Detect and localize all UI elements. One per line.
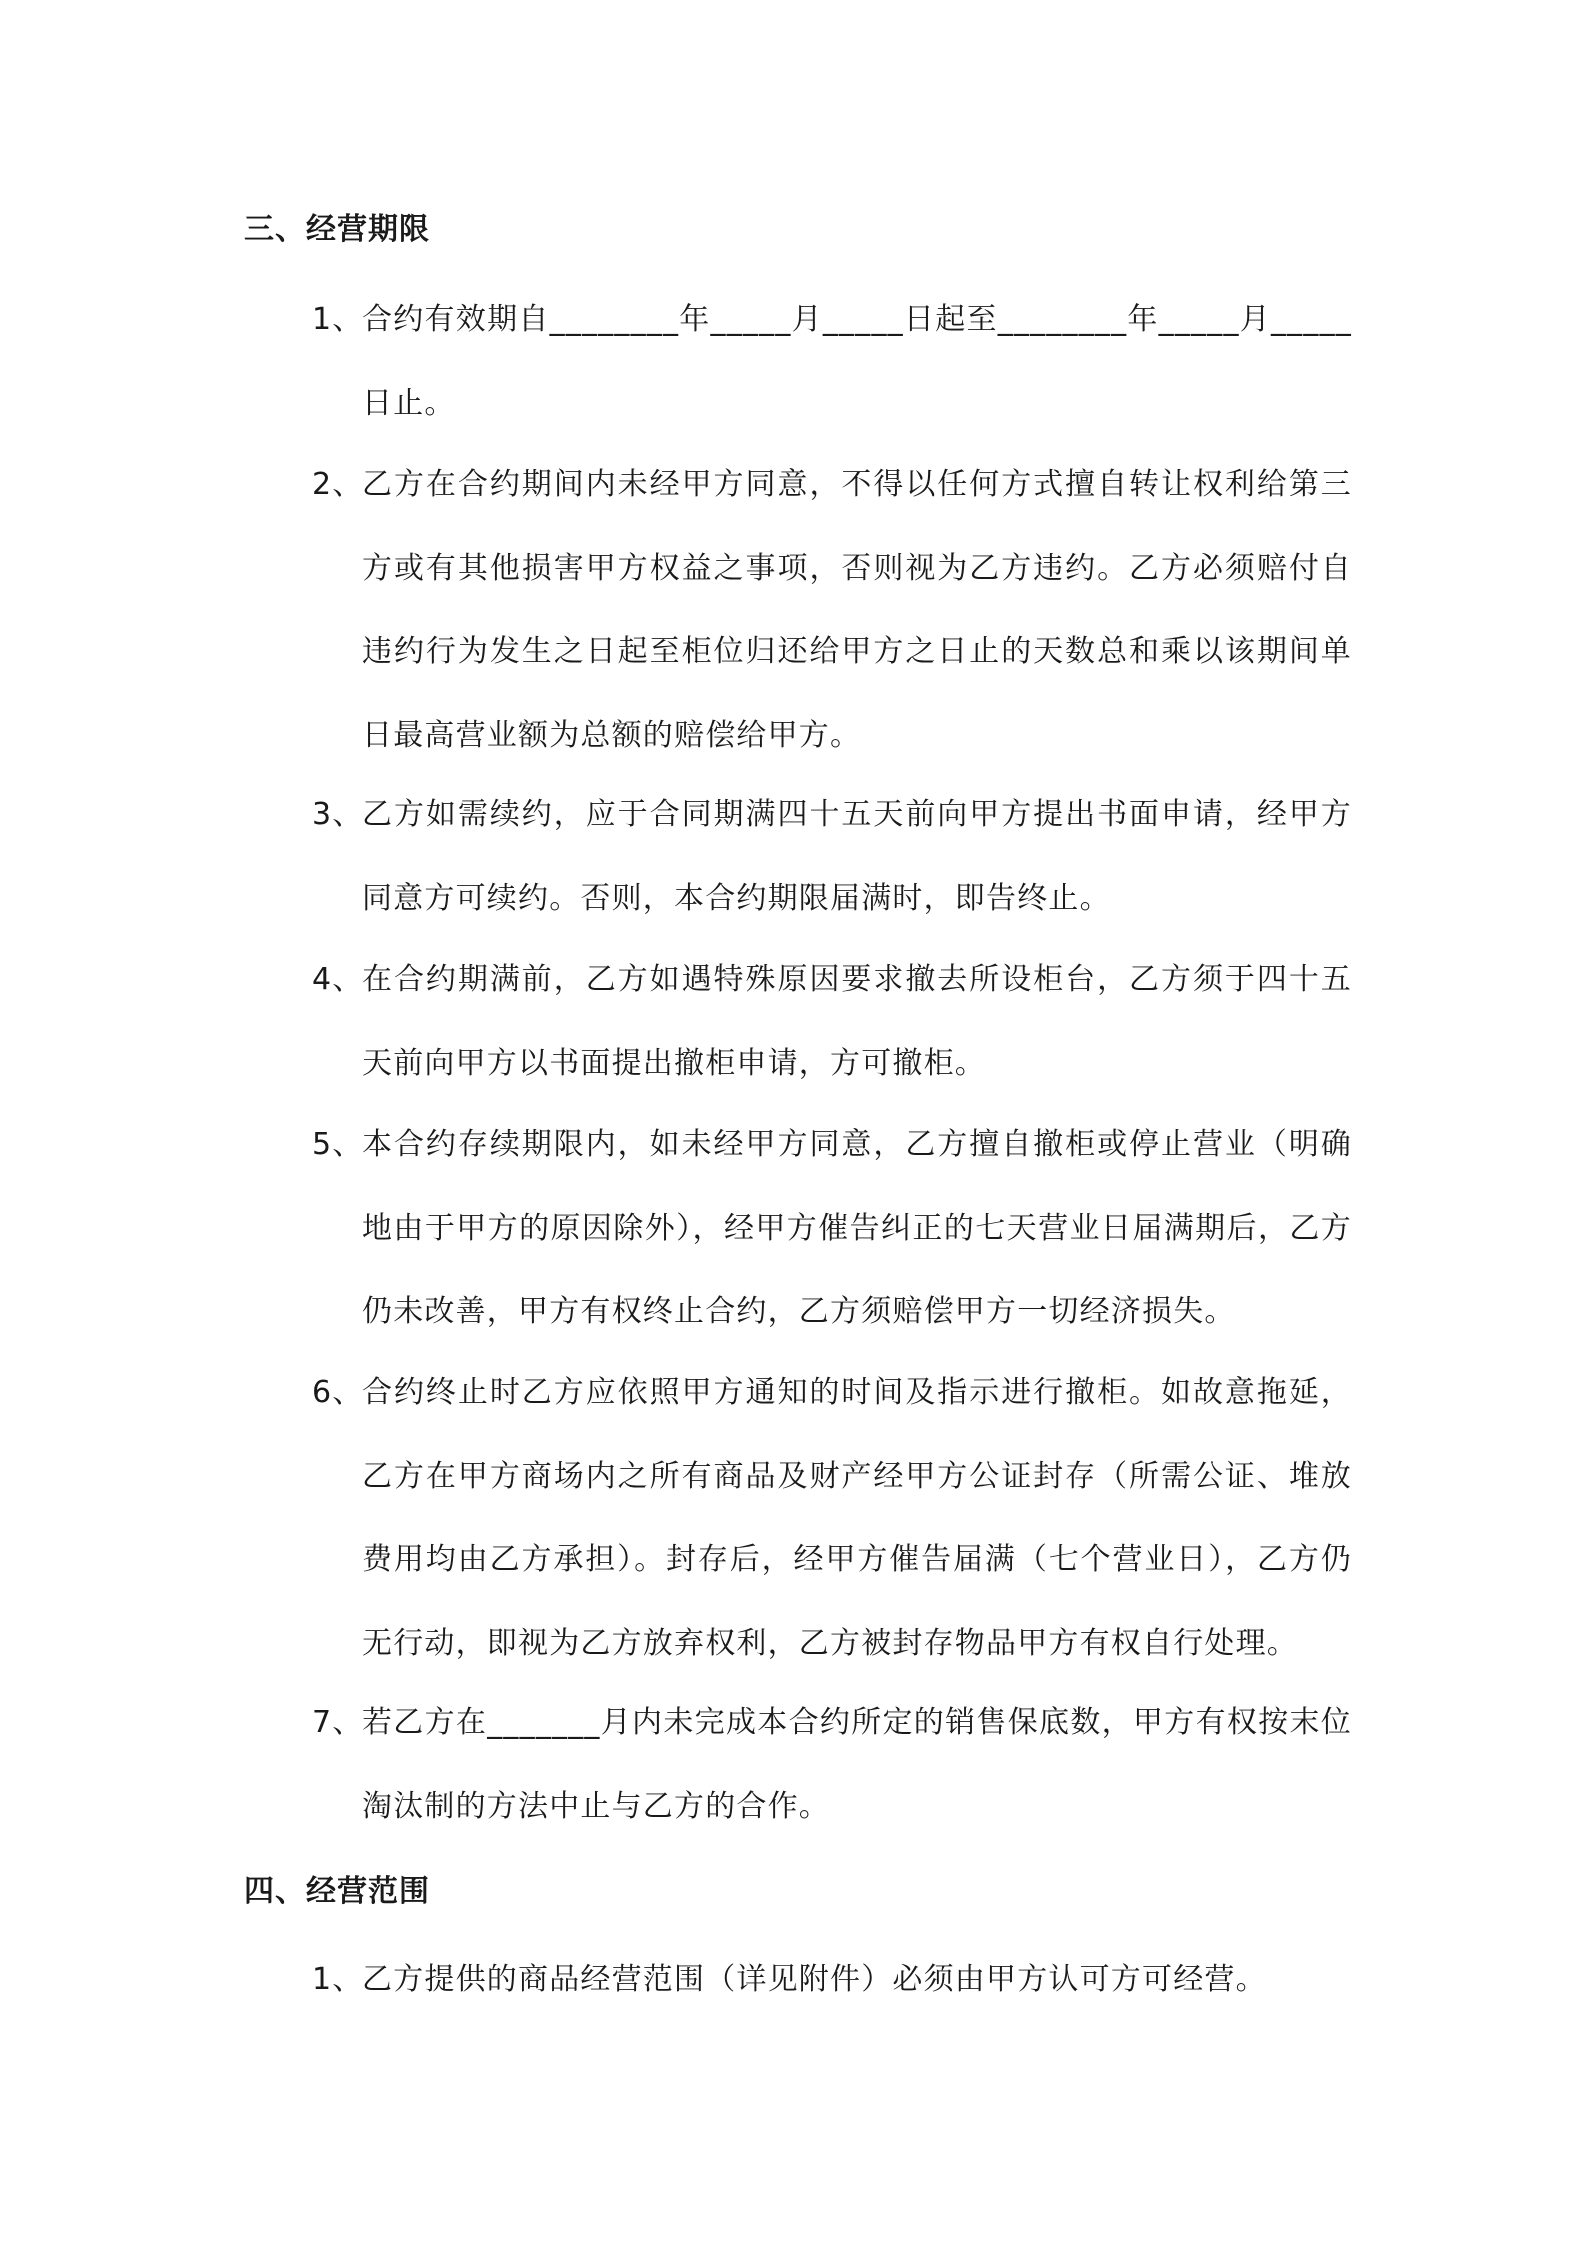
clause-number: 5、: [312, 1127, 364, 1162]
section-heading-term: 三、经营期限: [244, 212, 430, 247]
clause-term-7: [312, 1681, 1352, 1848]
clause-term-1: [312, 278, 1352, 445]
clause-term-5: [312, 1103, 1352, 1354]
clause-term-6: [312, 1351, 1352, 1685]
clause-text: 在合约期满前，乙方如遇特殊原因要求撤去所设柜台，乙方须于四十五天前向甲方以书面提出撤柜申请，方可撤柜。: [362, 962, 1352, 1081]
clause-text: 本合约存续期限内，如未经甲方同意，乙方擅自撤柜或停止营业（明确地由于甲方的原因除外），经甲方催告纠正的七天营业日届满期后，乙方仍未改善，甲方有权终止合约，乙方须赔偿甲方一切经济损失。: [362, 1127, 1352, 1329]
clause-number: 3、: [312, 797, 364, 832]
clause-text: 乙方在合约期间内未经甲方同意，不得以任何方式擅自转让权利给第三方或有其他损害甲方权益之事项，否则视为乙方违约。乙方必须赔付自违约行为发生之日起至柜位归还给甲方之日止的天数总和乘以该期间单日最高营业额为总额的赔偿给甲方。: [362, 467, 1352, 753]
clause-text: 若乙方在_______月内未完成本合约所定的销售保底数，甲方有权按末位淘汰制的方法中止与乙方的合作。: [362, 1705, 1352, 1824]
clause-number: 1、: [312, 302, 364, 337]
clause-text: 乙方提供的商品经营范围（详见附件）必须由甲方认可方可经营。: [362, 1962, 1267, 1997]
clause-text: 乙方如需续约，应于合同期满四十五天前向甲方提出书面申请，经甲方同意方可续约。否则，本合约期限届满时，即告终止。: [362, 797, 1352, 916]
clause-scope-1: [312, 1938, 1352, 2022]
clause-term-4: [312, 938, 1352, 1105]
clause-term-3: [312, 773, 1352, 940]
clause-number: 4、: [312, 962, 364, 997]
section-heading-scope: 四、经营范围: [244, 1874, 430, 1909]
clause-number: 6、: [312, 1375, 364, 1410]
clause-text: 合约终止时乙方应依照甲方通知的时间及指示进行撤柜。如故意拖延，乙方在甲方商场内之所有商品及财产经甲方公证封存（所需公证、堆放费用均由乙方承担）。封存后，经甲方催告届满（七个营业日），乙方仍无行动，即视为乙方放弃权利，乙方被封存物品甲方有权自行处理。: [362, 1375, 1352, 1661]
clause-text: 合约有效期自________年_____月_____日起至________年_____月_____日止。: [362, 302, 1352, 421]
clause-number: 7、: [312, 1705, 364, 1740]
clause-number: 2、: [312, 467, 364, 502]
clause-term-2: [312, 443, 1352, 777]
clause-number: 1、: [312, 1962, 364, 1997]
